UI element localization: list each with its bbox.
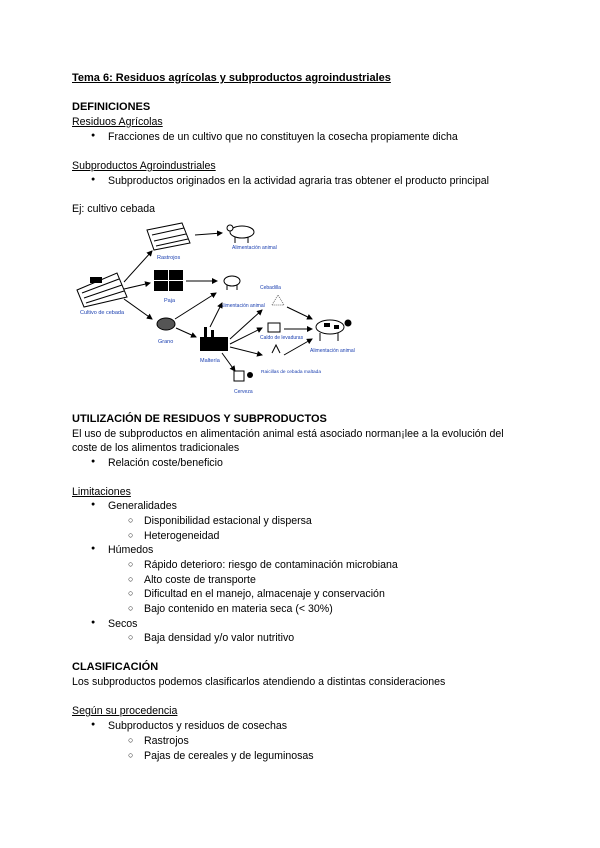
svg-text:Cerveza: Cerveza: [234, 389, 253, 395]
subproductos-item: ● Subproductos originados en la actividad agraria tras obtener el producto principal: [108, 175, 489, 187]
label-cultivo: Cultivo de cebada: [80, 310, 125, 316]
lim-hum-1: ○ Rápido deterioro: riesgo de contaminación microbiana: [144, 559, 398, 571]
lim-secos: ● Secos: [108, 618, 137, 630]
label-malteria: Maltería: [200, 358, 220, 364]
procedencia-sub-2: ○ Pajas de cereales y de leguminosas: [144, 750, 314, 762]
lim-hum-3: ○ Dificultad en el manejo, almacenaje y conservación: [144, 588, 385, 600]
cebadilla-icon: [272, 295, 284, 305]
lim-hum-4: ○ Bajo contenido en materia seca (< 30%): [144, 603, 333, 615]
svg-text:Alimentación animal: Alimentación animal: [220, 303, 265, 309]
goat-icon: [224, 276, 240, 290]
clasificacion-text: Los subproductos podemos clasificarlos atendiendo a distintas consideraciones: [72, 676, 446, 688]
straw-bales-icon: [154, 270, 183, 291]
grain-icon: [157, 318, 175, 330]
cow-icon: [316, 320, 352, 342]
subproductos-label: Subproductos Agroindustriales: [72, 160, 216, 172]
example-label: Ej: cultivo cebada: [72, 203, 156, 215]
lim-sec-1: ○ Baja densidad y/o valor nutritivo: [144, 632, 294, 644]
svg-text:Alimentación animal: Alimentación animal: [310, 348, 355, 354]
procedencia-sub-1: ○ Rastrojos: [144, 735, 189, 747]
rootlets-icon: [272, 345, 280, 353]
sheep-icon: [227, 225, 254, 243]
lim-hum-2: ○ Alto coste de transporte: [144, 574, 256, 586]
lim-gen-2: ○ Heterogeneidad: [144, 530, 219, 542]
page-title: Tema 6: Residuos agrícolas y subproductos agroindustriales: [72, 72, 391, 84]
utilizacion-heading: UTILIZACIÓN DE RESIDUOS Y SUBPRODUCTOS: [72, 413, 327, 425]
svg-text:Caldo de levaduras: Caldo de levaduras: [260, 335, 304, 341]
lim-gen-1: ○ Disponibilidad estacional y dispersa: [144, 515, 312, 527]
barley-diagram: [72, 215, 362, 397]
lim-generalidades: ● Generalidades: [108, 500, 177, 512]
label-grano: Grano: [158, 339, 174, 345]
label-paja: Paja: [164, 298, 176, 304]
residuos-item: ● Fracciones de un cultivo que no constituyen la cosecha propiamente dicha: [108, 131, 458, 143]
procedencia-label: Según su procedencia: [72, 705, 178, 717]
procedencia-item: ● Subproductos y residuos de cosechas: [108, 720, 287, 732]
svg-text:Alimentación animal: Alimentación animal: [232, 245, 277, 251]
clasificacion-heading: CLASIFICACIÓN: [72, 661, 159, 673]
label-rastrojos: Rastrojos: [157, 255, 181, 261]
limitaciones-label: Limitaciones: [72, 486, 131, 498]
utilizacion-item: ● Relación coste/beneficio: [108, 457, 223, 469]
definiciones-heading: DEFINICIONES: [72, 101, 151, 113]
svg-text:Cebadilla: Cebadilla: [260, 285, 281, 291]
factory-icon: [200, 327, 228, 351]
stubble-icon: [147, 223, 190, 250]
residuos-label: Residuos Agrícolas: [72, 116, 163, 128]
beer-icon: [234, 371, 253, 381]
utilizacion-line2: coste de los alimentos tradicionales: [72, 442, 240, 454]
lim-humedos: ● Húmedos: [108, 544, 153, 556]
utilizacion-line1: El uso de subproductos en alimentación animal está asociado norman¡lee a la evolución del: [72, 428, 504, 440]
field-icon: [77, 273, 127, 307]
yeast-tank-icon: [268, 323, 280, 332]
svg-text:Raicillas de cebada maltada: Raicillas de cebada maltada: [261, 370, 321, 375]
